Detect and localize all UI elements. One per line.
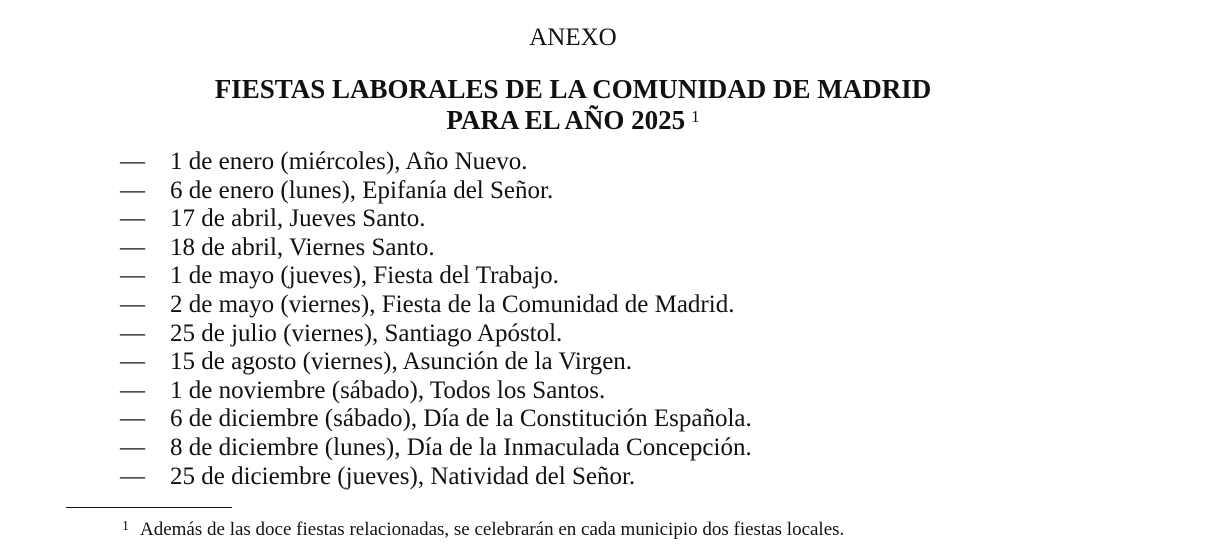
holiday-text: 2 de mayo (viernes), Fiesta de la Comunidad de Madrid. [170,290,735,318]
holiday-text: 18 de abril, Viernes Santo. [170,233,435,261]
holiday-text: 6 de diciembre (sábado), Día de la Constitución Española. [170,405,752,433]
document-title [0,76,1146,134]
holiday-item [120,234,752,263]
list-dash: — [120,233,145,261]
holiday-item [120,463,752,492]
list-dash: — [120,462,145,490]
list-dash: — [120,376,145,404]
list-dash: — [120,348,145,376]
footnote-mark: 1 [122,519,129,534]
holiday-text: 25 de diciembre (jueves), Natividad del Señor. [170,462,636,490]
holiday-item [120,177,752,206]
holiday-text: 15 de agosto (viernes), Asunción de la Virgen. [170,348,633,376]
list-dash: — [120,405,145,433]
title-line-1: FIESTAS LABORALES DE LA COMUNIDAD DE MADRID [214,74,932,104]
footnote [122,515,844,542]
holiday-item [120,205,752,234]
holiday-item [120,291,752,320]
footnote-text: Además de las doce fiestas relacionadas, se celebrarán en cada municipio dos fiestas locales. [140,519,845,540]
holiday-item [120,320,752,349]
list-dash: — [120,319,145,347]
holiday-item [120,405,752,434]
list-dash: — [120,433,145,461]
list-dash: — [120,176,145,204]
title-line-2-text: PARA EL AÑO 2025 [446,105,686,135]
list-dash: — [120,262,145,290]
annex-heading: ANEXO [529,24,617,51]
holiday-item [120,434,752,463]
holiday-text: 1 de noviembre (sábado), Todos los Santos. [170,376,606,404]
title-line-2 [0,103,1146,134]
footnote-reference: 1 [691,107,700,126]
holiday-text: 1 de enero (miércoles), Año Nuevo. [170,148,528,175]
holiday-item [120,148,752,177]
list-dash: — [120,148,145,175]
footnote-divider [66,507,232,508]
holiday-text: 8 de diciembre (lunes), Día de la Inmaculada Concepción. [170,433,752,461]
holiday-text: 17 de abril, Jueves Santo. [170,205,426,233]
holiday-text: 6 de enero (lunes), Epifanía del Señor. [170,176,554,204]
holiday-item [120,377,752,406]
list-dash: — [120,205,145,233]
holiday-item [120,348,752,377]
holiday-text: 1 de mayo (jueves), Fiesta del Trabajo. [170,262,559,290]
holiday-text: 25 de julio (viernes), Santiago Apóstol. [170,319,563,347]
holiday-item [120,262,752,291]
holiday-list [120,148,752,491]
list-dash: — [120,290,145,318]
